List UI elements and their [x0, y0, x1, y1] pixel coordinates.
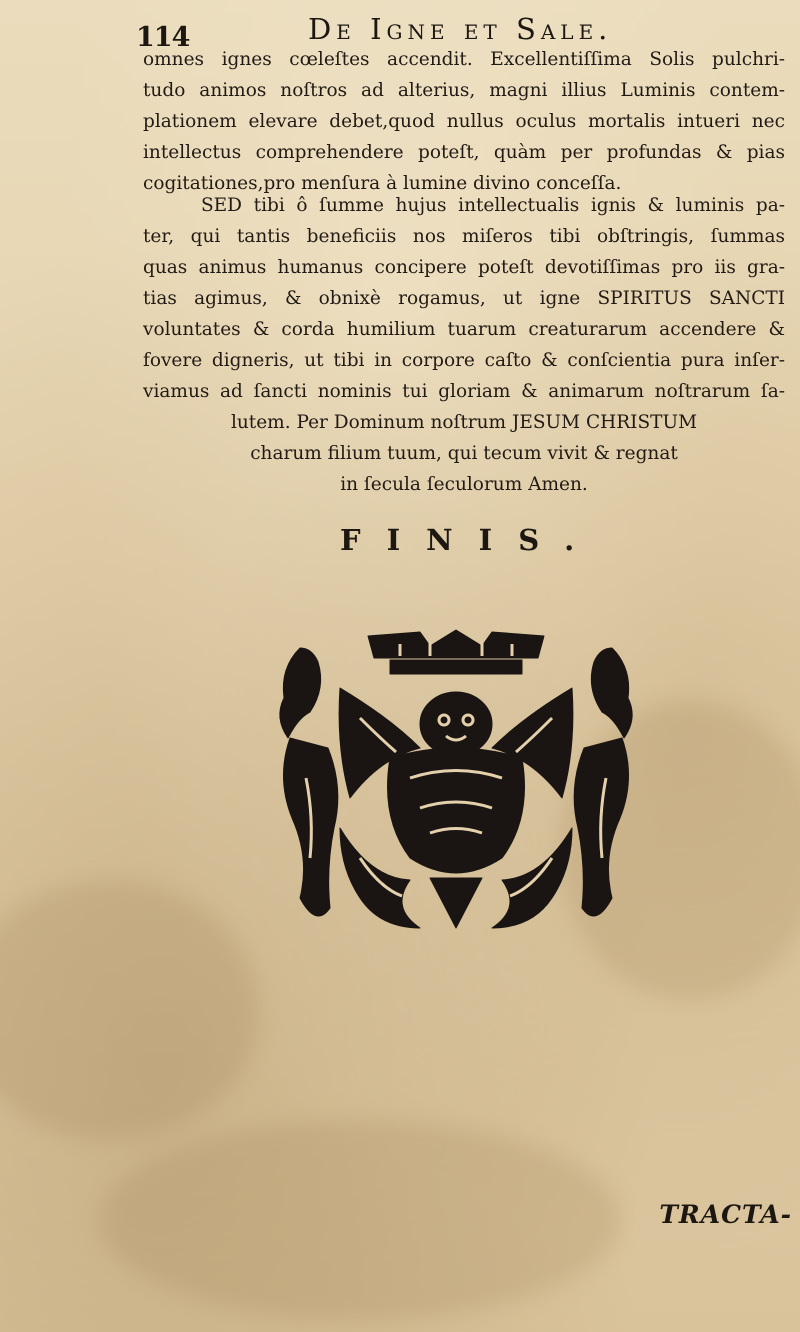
text-line: intellectus comprehendere poteſt, quàm per profundas & pias [143, 142, 785, 163]
finis-heading: FINIS. [340, 523, 601, 557]
running-head: De Igne et Sale. [308, 12, 613, 46]
text-line: voluntates & corda humilium tuarum creaturarum accendere & [143, 319, 785, 340]
text-line: plationem elevare debet,quod nullus oculus mortalis intueri nec [143, 111, 785, 132]
paragraph-1 [143, 44, 785, 199]
text-line: lutem. Per Dominum noſtrum JESUM CHRISTUM [230, 412, 698, 433]
text-line: charum filium tuum, qui tecum vivit & regnat [250, 443, 678, 464]
text-line: ter, qui tantis beneficiis nos miſeros tibi obſtringis, ſummas [143, 226, 785, 247]
page-number: 114 [136, 22, 190, 53]
text-line: SED tibi ô ſumme hujus intellectualis ignis & luminis pa- [201, 195, 785, 216]
text-line: cogitationes,pro menſura à lumine divino conceſſa. [143, 173, 622, 194]
paragraph-2 [143, 190, 785, 500]
text-line: tudo animos noſtros ad alterius, magni illius Luminis contem- [143, 80, 785, 101]
text-line: in ſecula ſeculorum Amen. [340, 474, 588, 495]
text-line: fovere digneris, ut tibi in corpore caſto & conſcientia pura inſer- [143, 350, 785, 371]
paper-stain [0, 880, 260, 1140]
text-line: viamus ad ſancti nominis tui gloriam & animarum noſtrarum ſa- [143, 381, 785, 402]
text-line: quas animus humanus concipere poteſt devotiſſimas pro iis gra- [143, 257, 785, 278]
heraldic-double-eagle-woodcut-icon [270, 628, 642, 940]
text-line: omnes ignes cœleſtes accendit. Excellentiſſima Solis pulchri- [143, 49, 785, 70]
text-line: tias agimus, & obnixè rogamus, ut igne SPIRITUS SANCTI [143, 288, 785, 309]
catchword: TRACTA- [659, 1200, 792, 1229]
paper-stain [100, 1120, 620, 1320]
